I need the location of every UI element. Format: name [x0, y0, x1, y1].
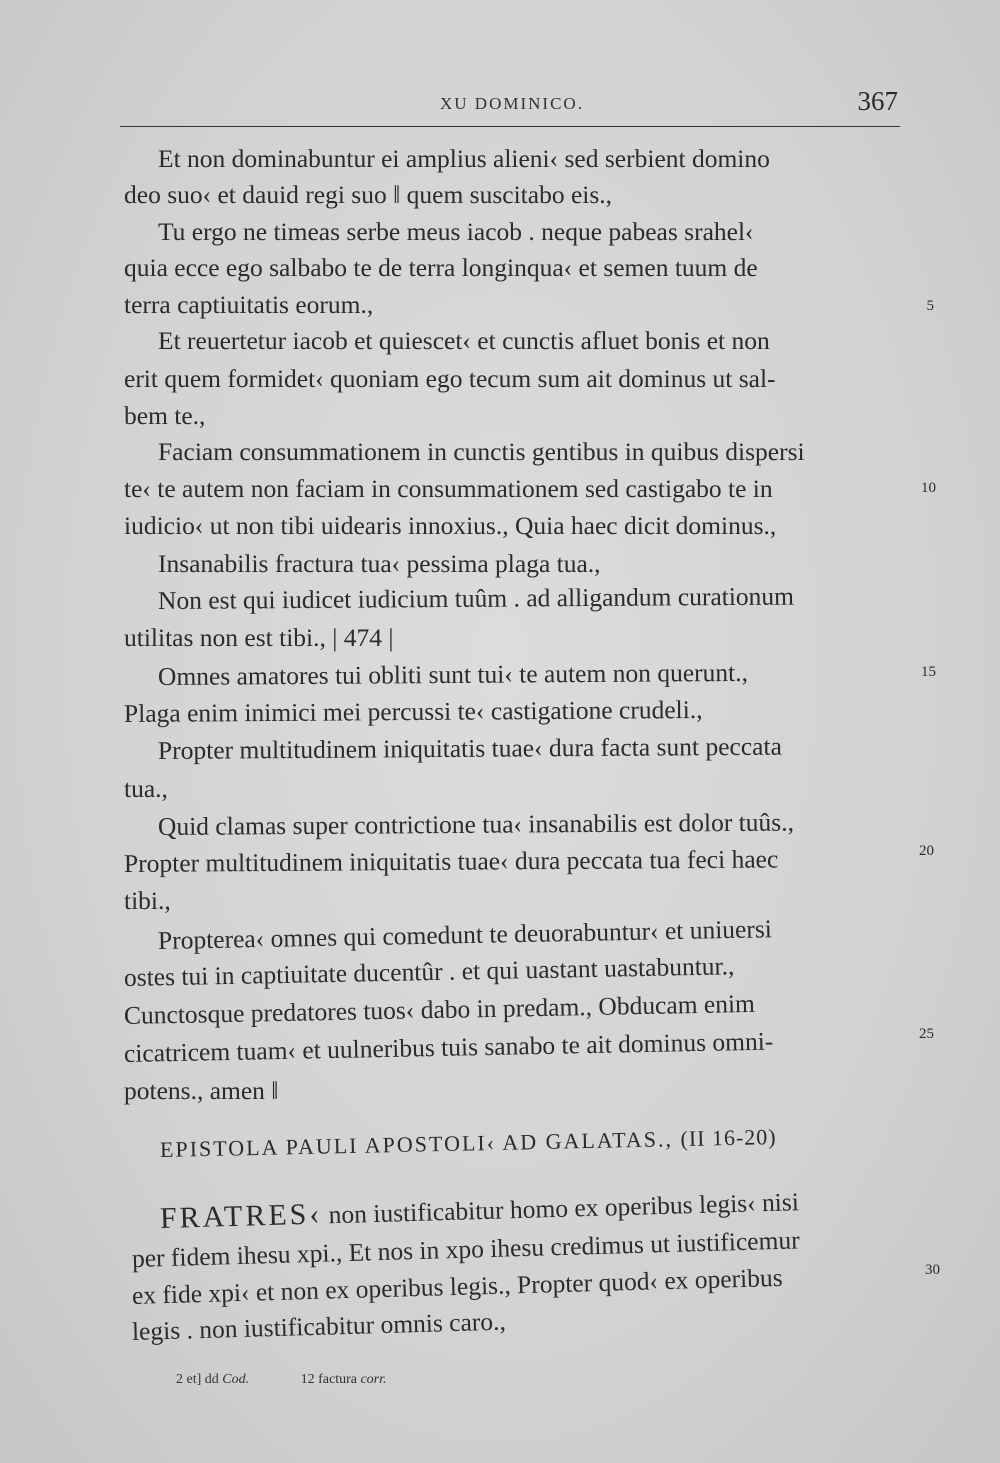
heading-reference: (II 16-20)	[680, 1124, 777, 1152]
text-line: tua.,	[124, 774, 168, 803]
text-line: Propter multitudinem iniquitatis tuae‹ dura peccata tua feci haec	[123, 844, 779, 878]
text-line: Plaga enim inimici mei percussi te‹ castigatione crudeli.,	[123, 694, 703, 728]
text-line: tibi.,	[124, 886, 171, 915]
text-line: terra captiuitatis eorum.,	[124, 290, 374, 319]
text-line: utilitas non est tibi., | 474 |	[124, 623, 394, 652]
text-line: Et non dominabuntur ei amplius alieni‹ sed serbient domino	[158, 144, 770, 173]
text-line: Insanabilis fractura tua‹ pessima plaga tua.,	[158, 549, 601, 578]
footnote	[176, 1372, 253, 1387]
text-line: te‹ te autem non faciam in consummationem sed castigabo te in	[124, 474, 773, 503]
epistle-first-word: FRATRES‹	[159, 1197, 323, 1235]
text-line: deo suo‹ et dauid regi suo ‖ quem suscitabo eis.,	[124, 180, 613, 209]
epistle-line: ex fide xpi‹ et non ex operibus legis., Propter quod‹ ex operibus	[131, 1262, 783, 1310]
text-line: bem te.,	[124, 401, 206, 430]
text-line: Et reuertetur iacob et quiescet‹ et cunctis afluet bonis et non	[158, 326, 770, 355]
running-title: XU DOMINICO.	[440, 94, 584, 113]
text-line: Propter multitudinem iniquitatis tuae‹ dura facta sunt peccata	[157, 731, 782, 765]
heading-text: EPISTOLA PAULI APOSTOLI‹ AD GALATAS.,	[159, 1126, 674, 1162]
text-line: Non est qui iudicet iudicium tuûm . ad alligandum curationum	[157, 581, 795, 615]
section-heading	[160, 1124, 777, 1163]
text-line: Quid clamas super contrictione tua‹ insanabilis est dolor tuûs.,	[157, 807, 795, 841]
footnote-abbrev: corr.	[360, 1372, 387, 1387]
text-line: erit quem formidet‹ quoniam ego tecum sum ait dominus ut sal-	[124, 364, 776, 393]
footnotes	[176, 1372, 435, 1388]
epistle-line: legis . non iustificabitur omnis caro.,	[131, 1306, 507, 1346]
text-line: Tu ergo ne timeas serbe meus iacob . neque pabeas srahel‹	[158, 217, 754, 246]
text-line: Faciam consummationem in cunctis gentibus in quibus dispersi	[158, 437, 805, 466]
footnote-text: 12 factura	[300, 1372, 357, 1387]
text-line: quia ecce ego salbabo te de terra longinqua‹ et semen tuum de	[124, 253, 758, 282]
text-line: iudicio‹ ut non tibi uidearis innoxius., Quia haec dicit dominus.,	[124, 511, 777, 540]
line-number: 15	[921, 664, 936, 680]
epistle-line-text: non iustificabitur homo ex operibus legis‹ nisi	[328, 1187, 800, 1230]
page-number: 367	[857, 86, 898, 116]
line-number: 25	[919, 1026, 934, 1042]
text-line: Cunctosque predatores tuos‹ dabo in predam., Obducam enim	[123, 988, 756, 1030]
line-number: 30	[925, 1262, 940, 1278]
footnote-text: 2 et] dd	[176, 1372, 219, 1387]
line-number: 20	[919, 843, 934, 859]
line-number: 5	[926, 298, 934, 314]
line-number: 10	[921, 480, 936, 496]
text-line: potens., amen ‖	[124, 1076, 279, 1105]
text-line: Omnes amatores tui obliti sunt tui‹ te autem non querunt.,	[157, 657, 749, 691]
text-line: Propterea‹ omnes qui comedunt te deuorabuntur‹ et uniuersi	[157, 914, 773, 955]
text-line: cicatricem tuam‹ et uulneribus tuis sanabo te ait dominus omni-	[123, 1026, 774, 1068]
epistle-line: per fidem ihesu xpi., Et nos in xpo ihesu credimus ut iustificemur	[131, 1225, 800, 1273]
footnote-abbrev: Cod.	[222, 1372, 250, 1387]
running-header	[120, 86, 900, 127]
text-line: ostes tui in captiuitate ducentûr . et qui uastant uastabuntur.,	[123, 951, 735, 992]
footnote	[301, 1372, 387, 1387]
